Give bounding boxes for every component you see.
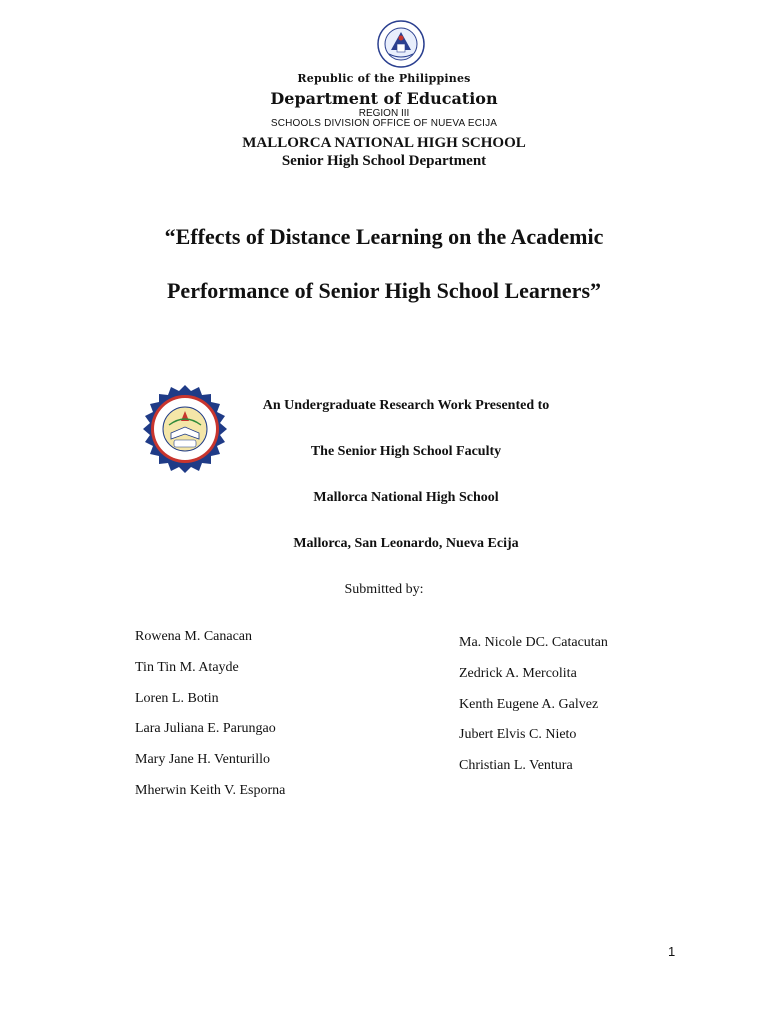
author-name: Jubert Elvis C. Nieto: [459, 727, 577, 743]
author-name: Rowena M. Canacan: [135, 629, 253, 644]
authors-right-list: [459, 634, 739, 788]
author-name: Kenth Eugene A. Galvez: [459, 696, 599, 712]
author-name: Loren L. Botin: [135, 690, 219, 706]
author-name: Christian L. Ventura: [459, 758, 573, 774]
school-seal-logo: [134, 384, 236, 474]
author-name: Mherwin Keith V. Esporna: [135, 782, 286, 798]
page-number: 1: [668, 944, 676, 959]
header-republic: Republic of the Philippines: [297, 72, 471, 85]
header-division: SCHOOLS DIVISION OFFICE OF NUEVA ECIJA: [270, 118, 498, 129]
presentation-line-3: Mallorca National High School: [313, 490, 499, 505]
author-name: Zedrick A. Mercolita: [459, 665, 577, 681]
presentation-line-1: An Undergraduate Research Work Presented to: [262, 398, 550, 413]
presentation-line-4: Mallorca, San Leonardo, Nueva Ecija: [293, 536, 519, 551]
header-region: REGION III: [358, 108, 410, 119]
title-line-2: Performance of Senior High School Learners”: [166, 278, 602, 303]
authors-left-list: [135, 628, 425, 813]
author-name: Tin Tin M. Atayde: [135, 659, 239, 675]
header-department: Department of Education: [270, 89, 498, 108]
author-name: Ma. Nicole DC. Catacutan: [459, 635, 608, 650]
school-name: MALLORCA NATIONAL HIGH SCHOOL: [242, 135, 526, 151]
title-line-1: “Effects of Distance Learning on the Academic: [164, 224, 604, 249]
presentation-line-2: The Senior High School Faculty: [310, 444, 502, 459]
author-name: Mary Jane H. Venturillo: [135, 752, 271, 768]
deped-seal-logo: [377, 20, 425, 68]
submitted-by-label: Submitted by:: [344, 582, 424, 597]
author-name: Lara Juliana E. Parungao: [135, 721, 276, 737]
school-department: Senior High School Department: [281, 153, 487, 169]
